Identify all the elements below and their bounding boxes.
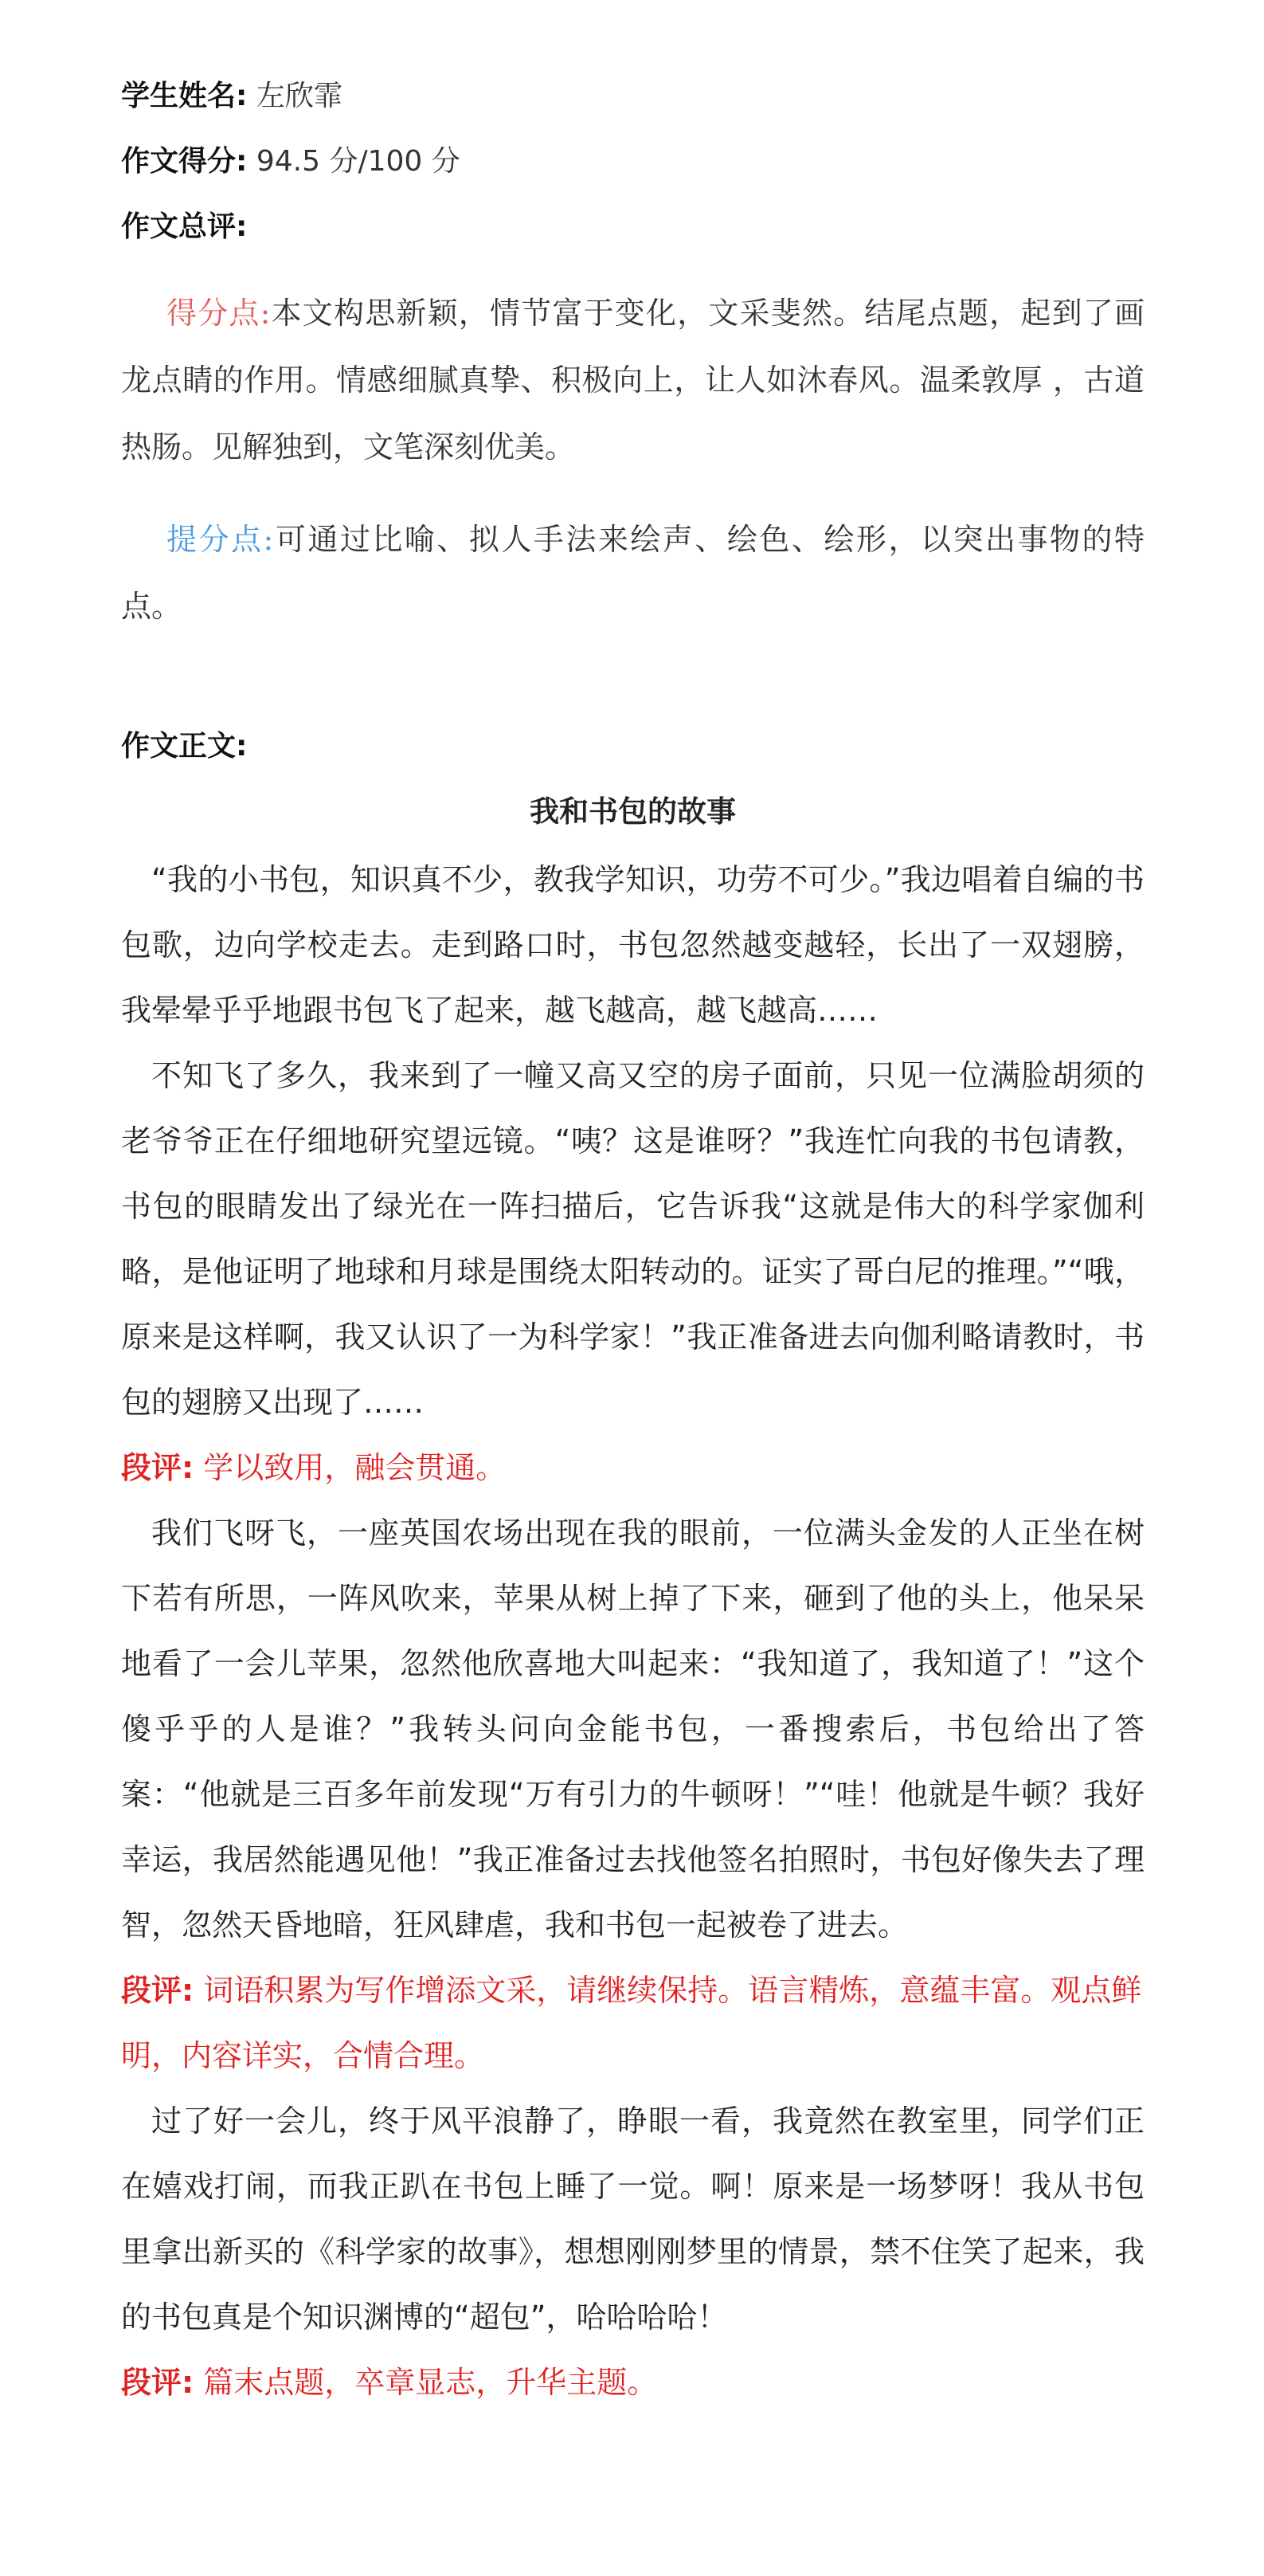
paragraph-remark-1 <box>121 1435 1145 1500</box>
essay-paragraph-1: “我的小书包，知识真不少，教我学知识，功劳不可少。”我边唱着自编的书包歌，边向学校走去。走到路口时，书包忽然越变越轻，长出了一双翅膀，我晕晕乎乎地跟书包飞了起来，越飞越高，越飞越高…… <box>121 862 1145 1028</box>
student-name-label: 学生姓名: <box>121 80 248 112</box>
overall-comment-label: 作文总评: <box>121 210 248 243</box>
essay-body-heading <box>121 729 1145 764</box>
student-name-row <box>121 0 1145 114</box>
essay-paragraph-3: 我们飞呀飞，一座英国农场出现在我的眼前，一位满头金发的人正坐在树下若有所思，一阵风吹来，苹果从树上掉了下来，砸到了他的头上，他呆呆地看了一会儿苹果，忽然他欣喜地大叫起来：“我知道了，我知道了！”这个傻乎乎的人是谁？”我转头问向金能书包，一番搜索后，书包给出了答案：“他就是三百多年前发现“万有引力的牛顿呀！”“哇！他就是牛顿？我好幸运，我居然能遇见他！”我正准备过去找他签名拍照时，书包好像失去了理智，忽然天昏地暗，狂风肆虐，我和书包一起被卷了进去。 <box>121 1515 1145 1943</box>
remark-label: 段评: <box>121 1450 194 1485</box>
remark-label: 段评: <box>121 2365 194 2400</box>
strength-comment <box>121 280 1145 480</box>
improvement-text: 可通过比喻、拟人手法来绘声、绘色、绘形，以突出事物的特点。 <box>121 522 1145 624</box>
remark-label: 段评: <box>121 1973 194 2008</box>
strength-text: 本文构思新颖，情节富于变化，文采斐然。结尾点题，起到了画龙点睛的作用。情感细腻真挚、积极向上，让人如沐春风。温柔敦厚 ，古道热肠。见解独到，文笔深刻优美。 <box>121 296 1145 465</box>
score-value: 94.5 分/100 分 <box>256 145 460 178</box>
strength-label: 得分点: <box>166 296 271 331</box>
essay-paragraph-2: 不知飞了多久，我来到了一幢又高又空的房子面前，只见一位满脸胡须的老爷爷正在仔细地研究望远镜。“咦？这是谁呀？”我连忙向我的书包请教，书包的眼睛发出了绿光在一阵扫描后，它告诉我“这就是伟大的科学家伽利略，是他证明了地球和月球是围绕太阳转动的。证实了哥白尼的推理。”“哦，原来是这样啊，我又认识了一为科学家！”我正准备进去向伽利略请教时，书包的翅膀又出现了…… <box>121 1058 1145 1420</box>
remark-text: 学以致用，融会贯通。 <box>203 1450 507 1485</box>
paragraph-remark-3 <box>121 2350 1145 2415</box>
essay-title: 我和书包的故事 <box>530 794 736 829</box>
remark-text: 篇末点题，卒章显志，升华主题。 <box>203 2365 658 2400</box>
remark-text: 词语积累为写作增添文采，请继续保持。语言精炼，意蕴丰富。观点鲜明，内容详实，合情合理。 <box>121 1973 1142 2073</box>
score-row <box>121 144 1145 179</box>
score-label: 作文得分: <box>121 145 248 178</box>
paragraph-remark-2 <box>121 1958 1145 2088</box>
student-name-value: 左欣霏 <box>256 80 342 112</box>
improvement-comment <box>121 506 1145 640</box>
improvement-label: 提分点: <box>166 522 274 557</box>
overall-comment-heading <box>121 210 1145 245</box>
essay-paragraph-4: 过了好一会儿，终于风平浪静了，睁眼一看，我竟然在教室里，同学们正在嬉戏打闹，而我正趴在书包上睡了一觉。啊！原来是一场梦呀！我从书包里拿出新买的《科学家的故事》，想想刚刚梦里的情景，禁不住笑了起来，我的书包真是个知识渊博的“超包”，哈哈哈哈！ <box>121 2104 1145 2335</box>
essay-body-label: 作文正文: <box>121 730 248 763</box>
